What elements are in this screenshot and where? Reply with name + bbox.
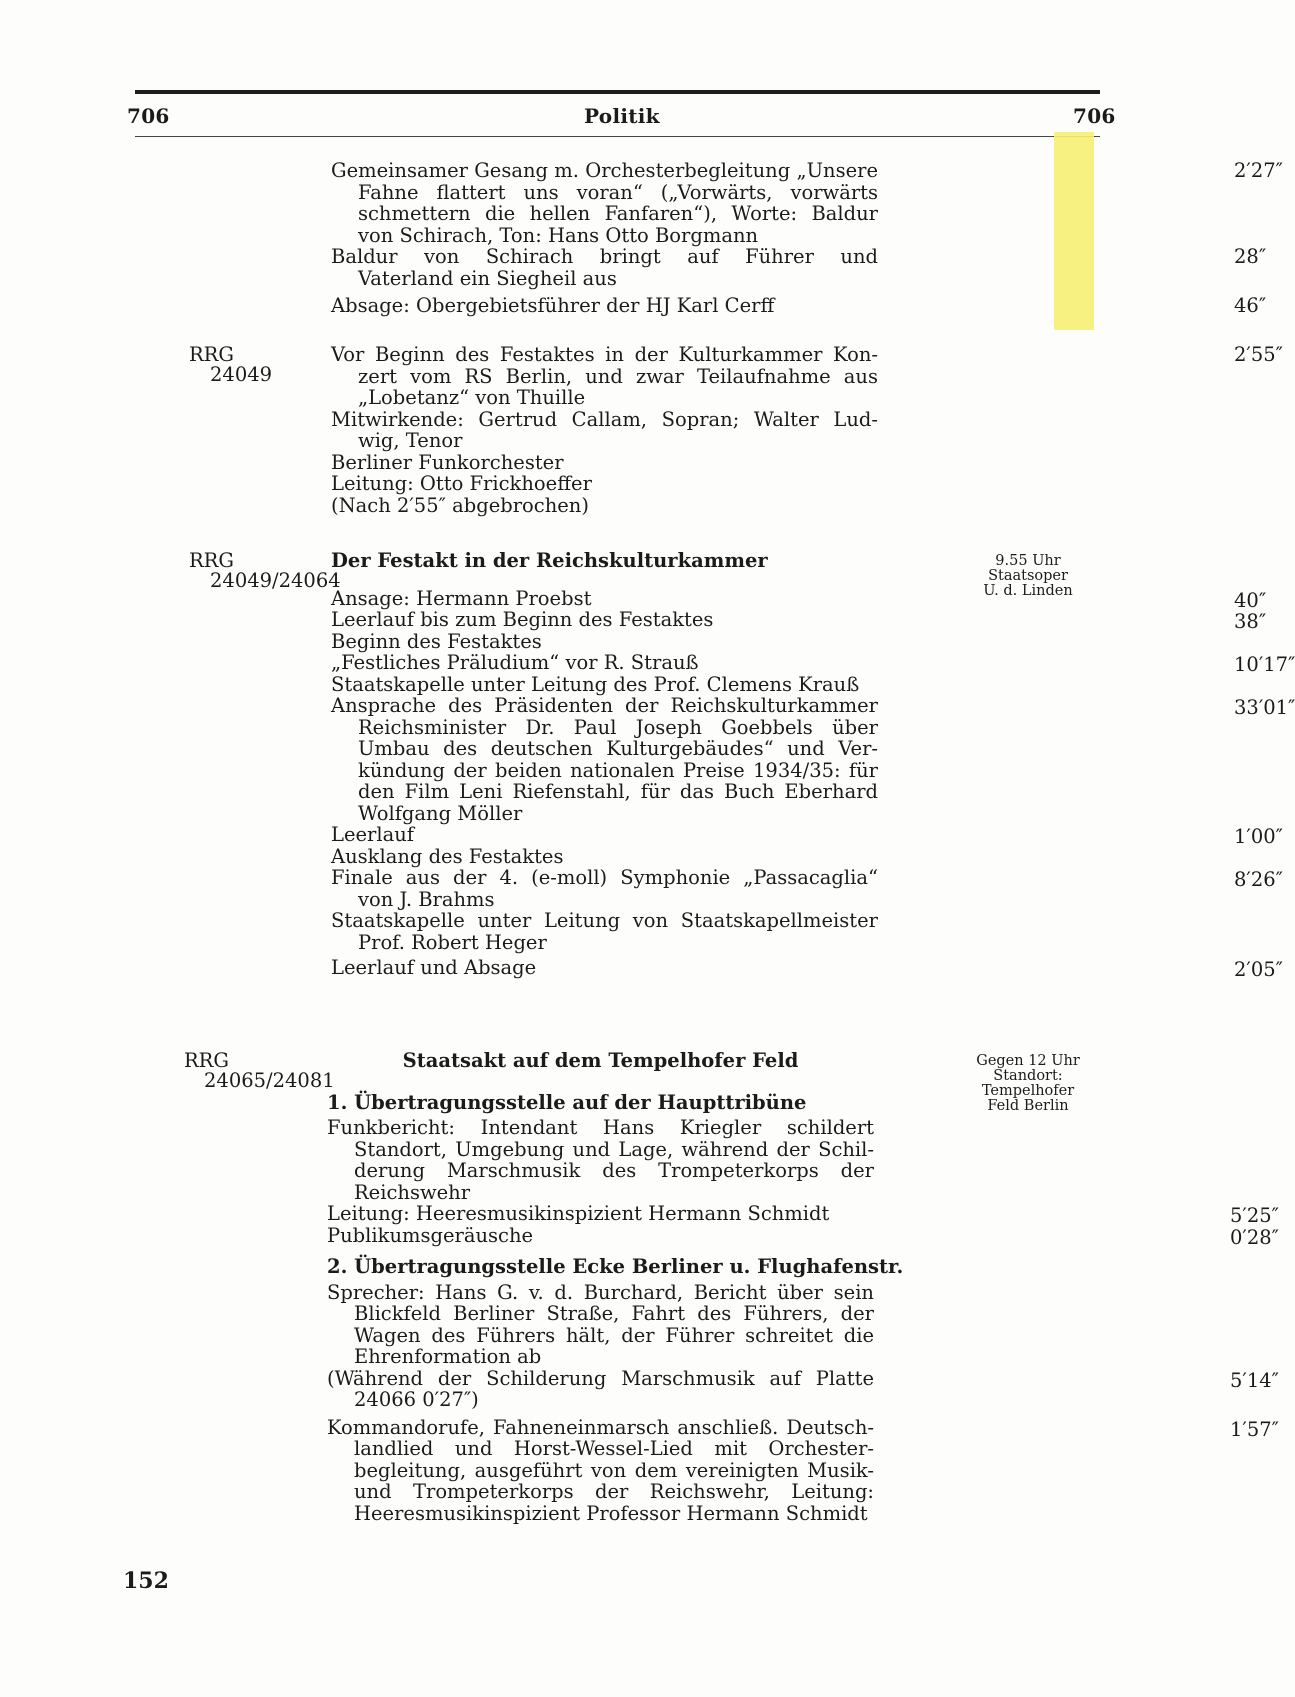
entry-line: Staatskapelle unter Leitung von Staatskapellmeister — [331, 909, 878, 932]
entry-duration: 0′28″ — [1230, 1225, 1279, 1249]
entry-line: schmettern die hellen Fanfaren“), Worte: Baldur — [358, 202, 878, 225]
entry-line: Kommandorufe, Fahneneinmarsch anschließ. Deutsch- — [327, 1415, 874, 1439]
entry-line: (Während der Schilderung Marschmusik auf Platte — [327, 1366, 874, 1390]
entry-line: (Nach 2′55″ abgebrochen) — [331, 493, 589, 517]
entry-line: kündung der beiden nationalen Preise 1934/35: für — [358, 758, 878, 782]
entry-duration: 10′17″ — [1234, 653, 1295, 676]
rrg-number: 24049/24064 — [210, 569, 341, 592]
entry-line: wig, Tenor — [358, 429, 463, 452]
entry-duration: 2′05″ — [1234, 958, 1283, 981]
entry-duration: 1′00″ — [1234, 825, 1283, 848]
side-note-line: Feld Berlin — [987, 1098, 1069, 1114]
entry-line: Vaterland ein Siegheil aus — [358, 266, 617, 290]
entry — [331, 956, 1283, 981]
entry-line: 24066 0′27″) — [354, 1388, 479, 1411]
entry-line: zert vom RS Berlin, und zwar Teilaufnahme aus — [358, 364, 878, 388]
entry-duration: 46″ — [1234, 294, 1267, 317]
entry-duration: 2′27″ — [1234, 159, 1283, 182]
entry-line: Sprecher: Hans G. v. d. Burchard, Bericht über sein — [327, 1280, 874, 1304]
entry-duration: 28″ — [1234, 245, 1267, 268]
entry-line: Staatskapelle unter Leitung des Prof. Clemens Krauß — [331, 672, 860, 696]
entry-duration: 5′25″ — [1230, 1204, 1279, 1227]
entry-line: landlied und Horst-Wessel-Lied mit Orchester- — [354, 1437, 874, 1460]
section-heading: Der Festakt in der Reichskulturkammer — [331, 549, 768, 572]
entry — [331, 294, 1267, 317]
header-underline — [135, 136, 1100, 137]
entry-line: Vor Beginn des Festaktes in der Kulturkammer Kon- — [331, 343, 878, 366]
header-title: Politik — [584, 104, 660, 128]
entry-line: Standort, Umgebung und Lage, während der Schil- — [354, 1137, 874, 1161]
entry-line: und Trompeterkorps der Reichswehr, Leitung: — [354, 1480, 874, 1503]
entry-line: Mitwirkende: Gertrud Callam, Sopran; Walter Lud- — [331, 407, 878, 431]
entry-line: Publikumsgeräusche — [327, 1223, 534, 1247]
highlighter-mark — [1054, 132, 1094, 330]
entry — [327, 1415, 1279, 1525]
side-note-line: Staatsoper — [988, 568, 1068, 584]
entry-line: Wolfgang Möller — [358, 801, 523, 825]
entry-line: Ansage: Hermann Proebst — [331, 586, 592, 610]
side-note-line: 9.55 Uhr — [995, 553, 1061, 569]
entry-line: von J. Brahms — [358, 887, 495, 911]
entry-line: Ehrenformation ab — [354, 1345, 542, 1368]
entry-line: Baldur von Schirach bringt auf Führer und — [331, 245, 878, 268]
rrg-number: 24065/24081 — [204, 1069, 335, 1092]
entry — [331, 409, 878, 452]
header-page-number-left: 706 — [127, 104, 170, 128]
rrg-label: RRG — [189, 549, 234, 572]
entry-duration: 8′26″ — [1234, 868, 1283, 891]
entry-line: Finale aus der 4. (e-moll) Symphonie „Passacaglia“ — [331, 866, 878, 889]
subheading: 1. Übertragungsstelle auf der Haupttribüne — [327, 1090, 807, 1114]
entry-line: Heeresmusikinspizient Professor Hermann Schmidt — [354, 1501, 868, 1525]
rrg-label: RRG — [184, 1049, 229, 1072]
entry — [327, 1282, 874, 1368]
entry-line: Fahne flattert uns voran“ („Vorwärts, vorwärts — [358, 180, 878, 204]
entry-line: Leitung: Heeresmusikinspizient Hermann Schmidt — [327, 1202, 830, 1225]
subheading: 2. Übertragungsstelle Ecke Berliner u. Flughafenstr. — [327, 1255, 904, 1278]
entry-line: begleitung, ausgeführt von dem vereinigten Musik- — [354, 1458, 874, 1482]
entry-duration: 1′57″ — [1230, 1417, 1279, 1441]
header-page-number-right: 706 — [1073, 104, 1116, 128]
entry — [327, 1117, 874, 1203]
entry-line: „Festliches Präludium“ vor R. Strauß — [331, 651, 699, 674]
entry — [331, 694, 1295, 825]
entry-line: Absage: Obergebietsführer der HJ Karl Cerff — [331, 294, 775, 317]
entry-line: Ausklang des Festaktes — [331, 844, 564, 868]
entry-line: den Film Leni Riefenstahl, für das Buch Eberhard — [358, 780, 878, 803]
side-note — [968, 554, 1088, 599]
entry-duration: 38″ — [1234, 610, 1267, 633]
entry — [327, 1202, 1279, 1227]
entry — [331, 846, 878, 868]
side-note-line: U. d. Linden — [983, 583, 1073, 599]
entry-line: Wagen des Führers hält, der Führer schreitet die — [354, 1323, 874, 1347]
entry-line: Umbau des deutschen Kulturgebäudes“ und Ver- — [358, 737, 878, 760]
entry — [331, 159, 1283, 247]
entry-line: von Schirach, Ton: Hans Otto Borgmann — [358, 223, 759, 247]
entry-line: Leerlauf und Absage — [331, 956, 537, 979]
side-note-line: Tempelhofer — [981, 1083, 1075, 1099]
entry-duration: 33′01″ — [1234, 696, 1295, 719]
entry-line: Blickfeld Berliner Straße, Fahrt des Führers, der — [354, 1302, 874, 1325]
side-note-line: Standort: — [993, 1068, 1063, 1084]
entry-line: Reichsminister Dr. Paul Joseph Goebbels über — [358, 715, 878, 739]
entry-line: Gemeinsamer Gesang m. Orchesterbegleitung „Unsere — [331, 159, 878, 182]
entry — [327, 1366, 1279, 1411]
entry-line: Reichswehr — [354, 1180, 471, 1204]
entry-line: Leitung: Otto Frickhoeffer — [331, 472, 592, 495]
entry — [331, 866, 1283, 911]
entry-line: Funkbericht: Intendant Hans Kriegler schildert — [327, 1116, 874, 1139]
side-note — [968, 1054, 1088, 1114]
entry — [331, 823, 1283, 848]
entry — [331, 608, 1267, 633]
side-note-line: Gegen 12 Uhr — [976, 1053, 1080, 1069]
entry-duration: 2′55″ — [1234, 343, 1283, 366]
rrg-number: 24049 — [210, 363, 273, 386]
footer-page-number: 152 — [123, 1568, 169, 1594]
entry — [331, 651, 1295, 676]
entry-duration: 5′14″ — [1230, 1368, 1279, 1392]
entry — [331, 245, 1267, 290]
entry — [331, 631, 878, 653]
entry — [331, 343, 1283, 409]
entry-line: Leerlauf bis zum Beginn des Festaktes — [331, 608, 714, 631]
entry-line: Prof. Robert Heger — [358, 930, 547, 954]
entry-line: Ansprache des Präsidenten der Reichskulturkammer — [331, 694, 878, 717]
section-heading: Staatsakt auf dem Tempelhofer Feld — [402, 1049, 799, 1072]
entry-line: derung Marschmusik des Trompeterkorps der — [354, 1159, 874, 1182]
entry-line: „Lobetanz“ von Thuille — [358, 386, 586, 409]
rrg-label: RRG — [189, 343, 234, 366]
entry-line: Leerlauf — [331, 823, 414, 846]
entry-line: Beginn des Festaktes — [331, 629, 542, 653]
entry-duration: 40″ — [1234, 588, 1267, 612]
entry-line: Berliner Funkorchester — [331, 450, 564, 474]
header-rule — [135, 90, 1100, 94]
entry — [331, 910, 878, 953]
entry — [327, 1223, 1279, 1249]
